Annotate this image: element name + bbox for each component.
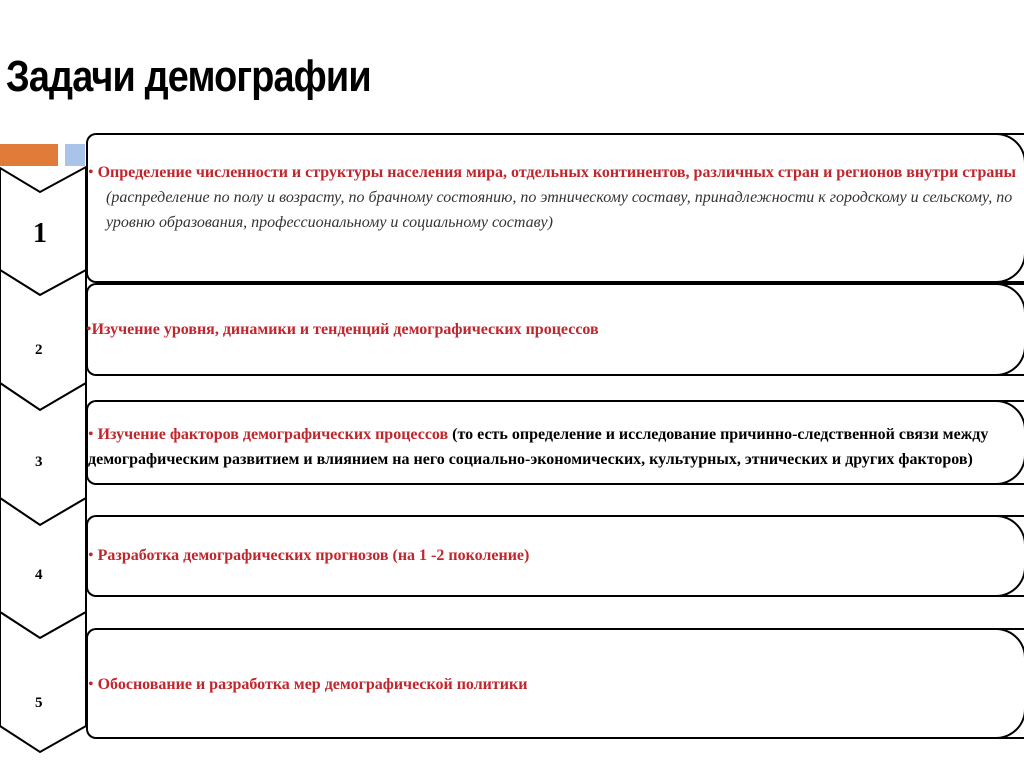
bullet-1: • [88, 164, 94, 181]
bullet-4: • [88, 547, 94, 564]
task-2-bold: Изучение уровня, динамики и тенденций демографических процессов [91, 321, 599, 338]
slide-title: Задачи демографии [6, 52, 371, 101]
task-number-2: 2 [35, 342, 43, 358]
task-1-bold: Определение численности и структуры населения мира, отдельных континентов, различных стран и регионов внутри страны [97, 164, 1017, 181]
task-text-1 [88, 160, 1024, 235]
task-3-bold: Изучение факторов демографических процессов [93, 426, 449, 443]
bullet-2: • [86, 321, 92, 338]
task-number-4: 4 [35, 567, 43, 583]
task-5-bold: Обоснование и разработка мер демографической политики [97, 676, 528, 693]
task-number-3: 3 [35, 454, 43, 470]
task-number-1: 1 [33, 218, 47, 249]
task-text-3 [88, 422, 998, 472]
task-text-2 [86, 317, 1006, 342]
task-3-detail: (то есть определение и исследование причинно-следственной связи между демографическим развитием и влиянием на него социально-экономических, культурных, этнических и других факторов) [88, 426, 989, 468]
task-4-bold: Разработка демографических прогнозов (на 1 -2 поколение) [97, 547, 530, 564]
task-1-italic: (распределение по полу и возрасту, по брачному состоянию, по этническому составу, принадлежности к городскому и сельскому, по уровню образования, профессиональному и социальному составу) [106, 189, 1013, 231]
chevron-arrows [0, 0, 100, 767]
task-text-4 [88, 543, 1008, 568]
bullet-3: • [88, 426, 94, 443]
task-number-5: 5 [35, 695, 43, 711]
task-text-5 [88, 672, 1008, 697]
bullet-5: • [88, 676, 94, 693]
